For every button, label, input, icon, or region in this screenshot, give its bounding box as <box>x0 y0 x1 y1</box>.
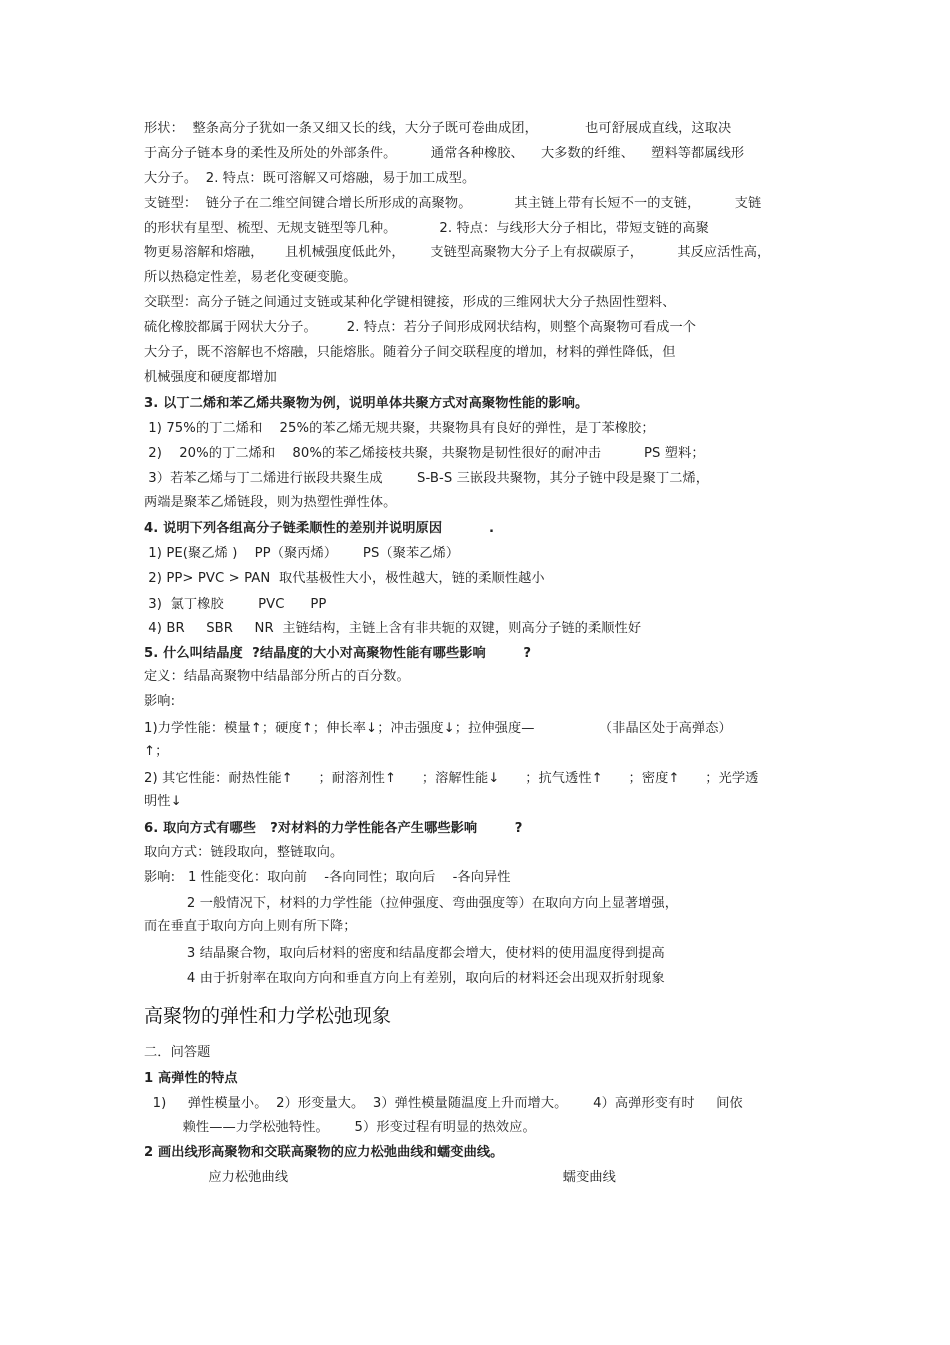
text-line: 赖性——力学松弛特性。 5）形变过程有明显的热效应。 <box>144 1120 536 1135</box>
text-line: 大分子。 2. 特点：既可溶解又可熔融，易于加工成型。 <box>144 171 476 186</box>
text-line: 两端是聚苯乙烯链段，则为热塑性弹性体。 <box>144 495 397 510</box>
text-line: 定义：结晶高聚物中结晶部分所占的百分数。 <box>144 669 410 684</box>
text-line: 硫化橡胶都属于网状大分子。 2. 特点：若分子间形成网状结构，则整个高聚物可看成一个 <box>144 320 697 335</box>
text-line: 1) 75%的丁二烯和 25%的苯乙烯无规共聚，共聚物具有良好的弹性，是丁苯橡胶； <box>144 421 655 436</box>
text-line: 3) 氯丁橡胶 PVC PP <box>144 597 327 612</box>
text-line: 1) PE(聚乙烯 ) PP（聚丙烯） PS（聚苯乙烯） <box>144 546 460 561</box>
section-title: 高聚物的弹性和力学松弛现象 <box>144 1005 392 1027</box>
text-line: 的形状有星型、梳型、无规支链型等几种。 2. 特点：与线形大分子相比，带短支链的高聚 <box>144 221 709 236</box>
text-line: 于高分子链本身的柔性及所处的外部条件。 通常各种橡胶、 大多数的纤维、 塑料等都属线形 <box>144 146 745 161</box>
question-heading: 4. 说明下列各组高分子链柔顺性的差别并说明原因 . <box>144 521 495 536</box>
text-line: 物更易溶解和熔融， 且机械强度低此外， 支链型高聚物大分子上有叔碳原子， 其反应活性高， <box>144 245 771 260</box>
question-heading: 1 高弹性的特点 <box>144 1071 238 1086</box>
text-line: 2) PP> PVC > PAN 取代基极性大小，极性越大，链的柔顺性越小 <box>144 571 545 586</box>
text-line: 形状： 整条高分子犹如一条又细又长的线，大分子既可卷曲成团， 也可舒展成直线，这取决 <box>144 121 732 136</box>
text-line: 应力松弛曲线 蠕变曲线 <box>144 1170 616 1185</box>
text-line: 4 由于折射率在取向方向和垂直方向上有差别，取向后的材料还会出现双折射现象 <box>144 971 665 986</box>
text-line: 明性↓ <box>144 794 182 809</box>
text-line: 二．问答题 <box>144 1045 211 1060</box>
question-heading: 3. 以丁二烯和苯乙烯共聚物为例，说明单体共聚方式对高聚物性能的影响。 <box>144 396 589 411</box>
text-line: 支链型： 链分子在二维空间键合增长所形成的高聚物。 其主链上带有长短不一的支链， 支链 <box>144 196 762 211</box>
text-line: 取向方式：链段取向，整链取向。 <box>144 845 344 860</box>
text-line: ↑； <box>144 744 169 759</box>
text-line: 2 一般情况下，材料的力学性能（拉伸强度、弯曲强度等）在取向方向上显著增强， <box>144 896 679 911</box>
text-line: 大分子，既不溶解也不熔融，只能熔胀。随着分子间交联程度的增加，材料的弹性降低，但 <box>144 345 676 360</box>
text-line: 而在垂直于取向方向上则有所下降； <box>144 919 357 934</box>
text-line: 1) 弹性模量小。 2）形变量大。 3）弹性模量随温度上升而增大。 4）高弹形变有时 间依 <box>144 1096 743 1111</box>
question-heading: 2 画出线形高聚物和交联高聚物的应力松弛曲线和蠕变曲线。 <box>144 1145 504 1160</box>
text-line: 3 结晶聚合物，取向后材料的密度和结晶度都会增大，使材料的使用温度得到提高 <box>144 946 665 961</box>
text-line: 影响: <box>144 694 176 709</box>
text-line: 交联型：高分子链之间通过支链或某种化学键相键接，形成的三维网状大分子热固性塑料、 <box>144 295 676 310</box>
text-line: 2) 其它性能：耐热性能↑ ；耐溶剂性↑ ；溶解性能↓ ；抗气透性↑ ；密度↑ ；光学透 <box>144 771 759 786</box>
text-line: 1)力学性能：模量↑；硬度↑；伸长率↓；冲击强度↓；拉伸强度— （非晶区处于高弹态） <box>144 721 732 736</box>
text-line: 4) BR SBR NR 主链结构，主链上含有非共轭的双键，则高分子链的柔顺性好 <box>144 621 642 636</box>
text-line: 机械强度和硬度都增加 <box>144 370 277 385</box>
question-heading: 5. 什么叫结晶度 ?结晶度的大小对高聚物性能有哪些影响 ? <box>144 646 532 661</box>
text-line: 所以热稳定性差，易老化变硬变脆。 <box>144 270 357 285</box>
text-line: 3）若苯乙烯与丁二烯进行嵌段共聚生成 S-B-S 三嵌段共聚物，其分子链中段是聚丁二烯， <box>144 471 710 486</box>
text-line: 2) 20%的丁二烯和 80%的苯乙烯接枝共聚，共聚物是韧性很好的耐冲击 PS 塑料； <box>144 446 705 461</box>
text-line: 影响: 1 性能变化：取向前 -各向同性；取向后 -各向异性 <box>144 870 511 885</box>
question-heading: 6. 取向方式有哪些 ?对材料的力学性能各产生哪些影响 ? <box>144 821 523 836</box>
